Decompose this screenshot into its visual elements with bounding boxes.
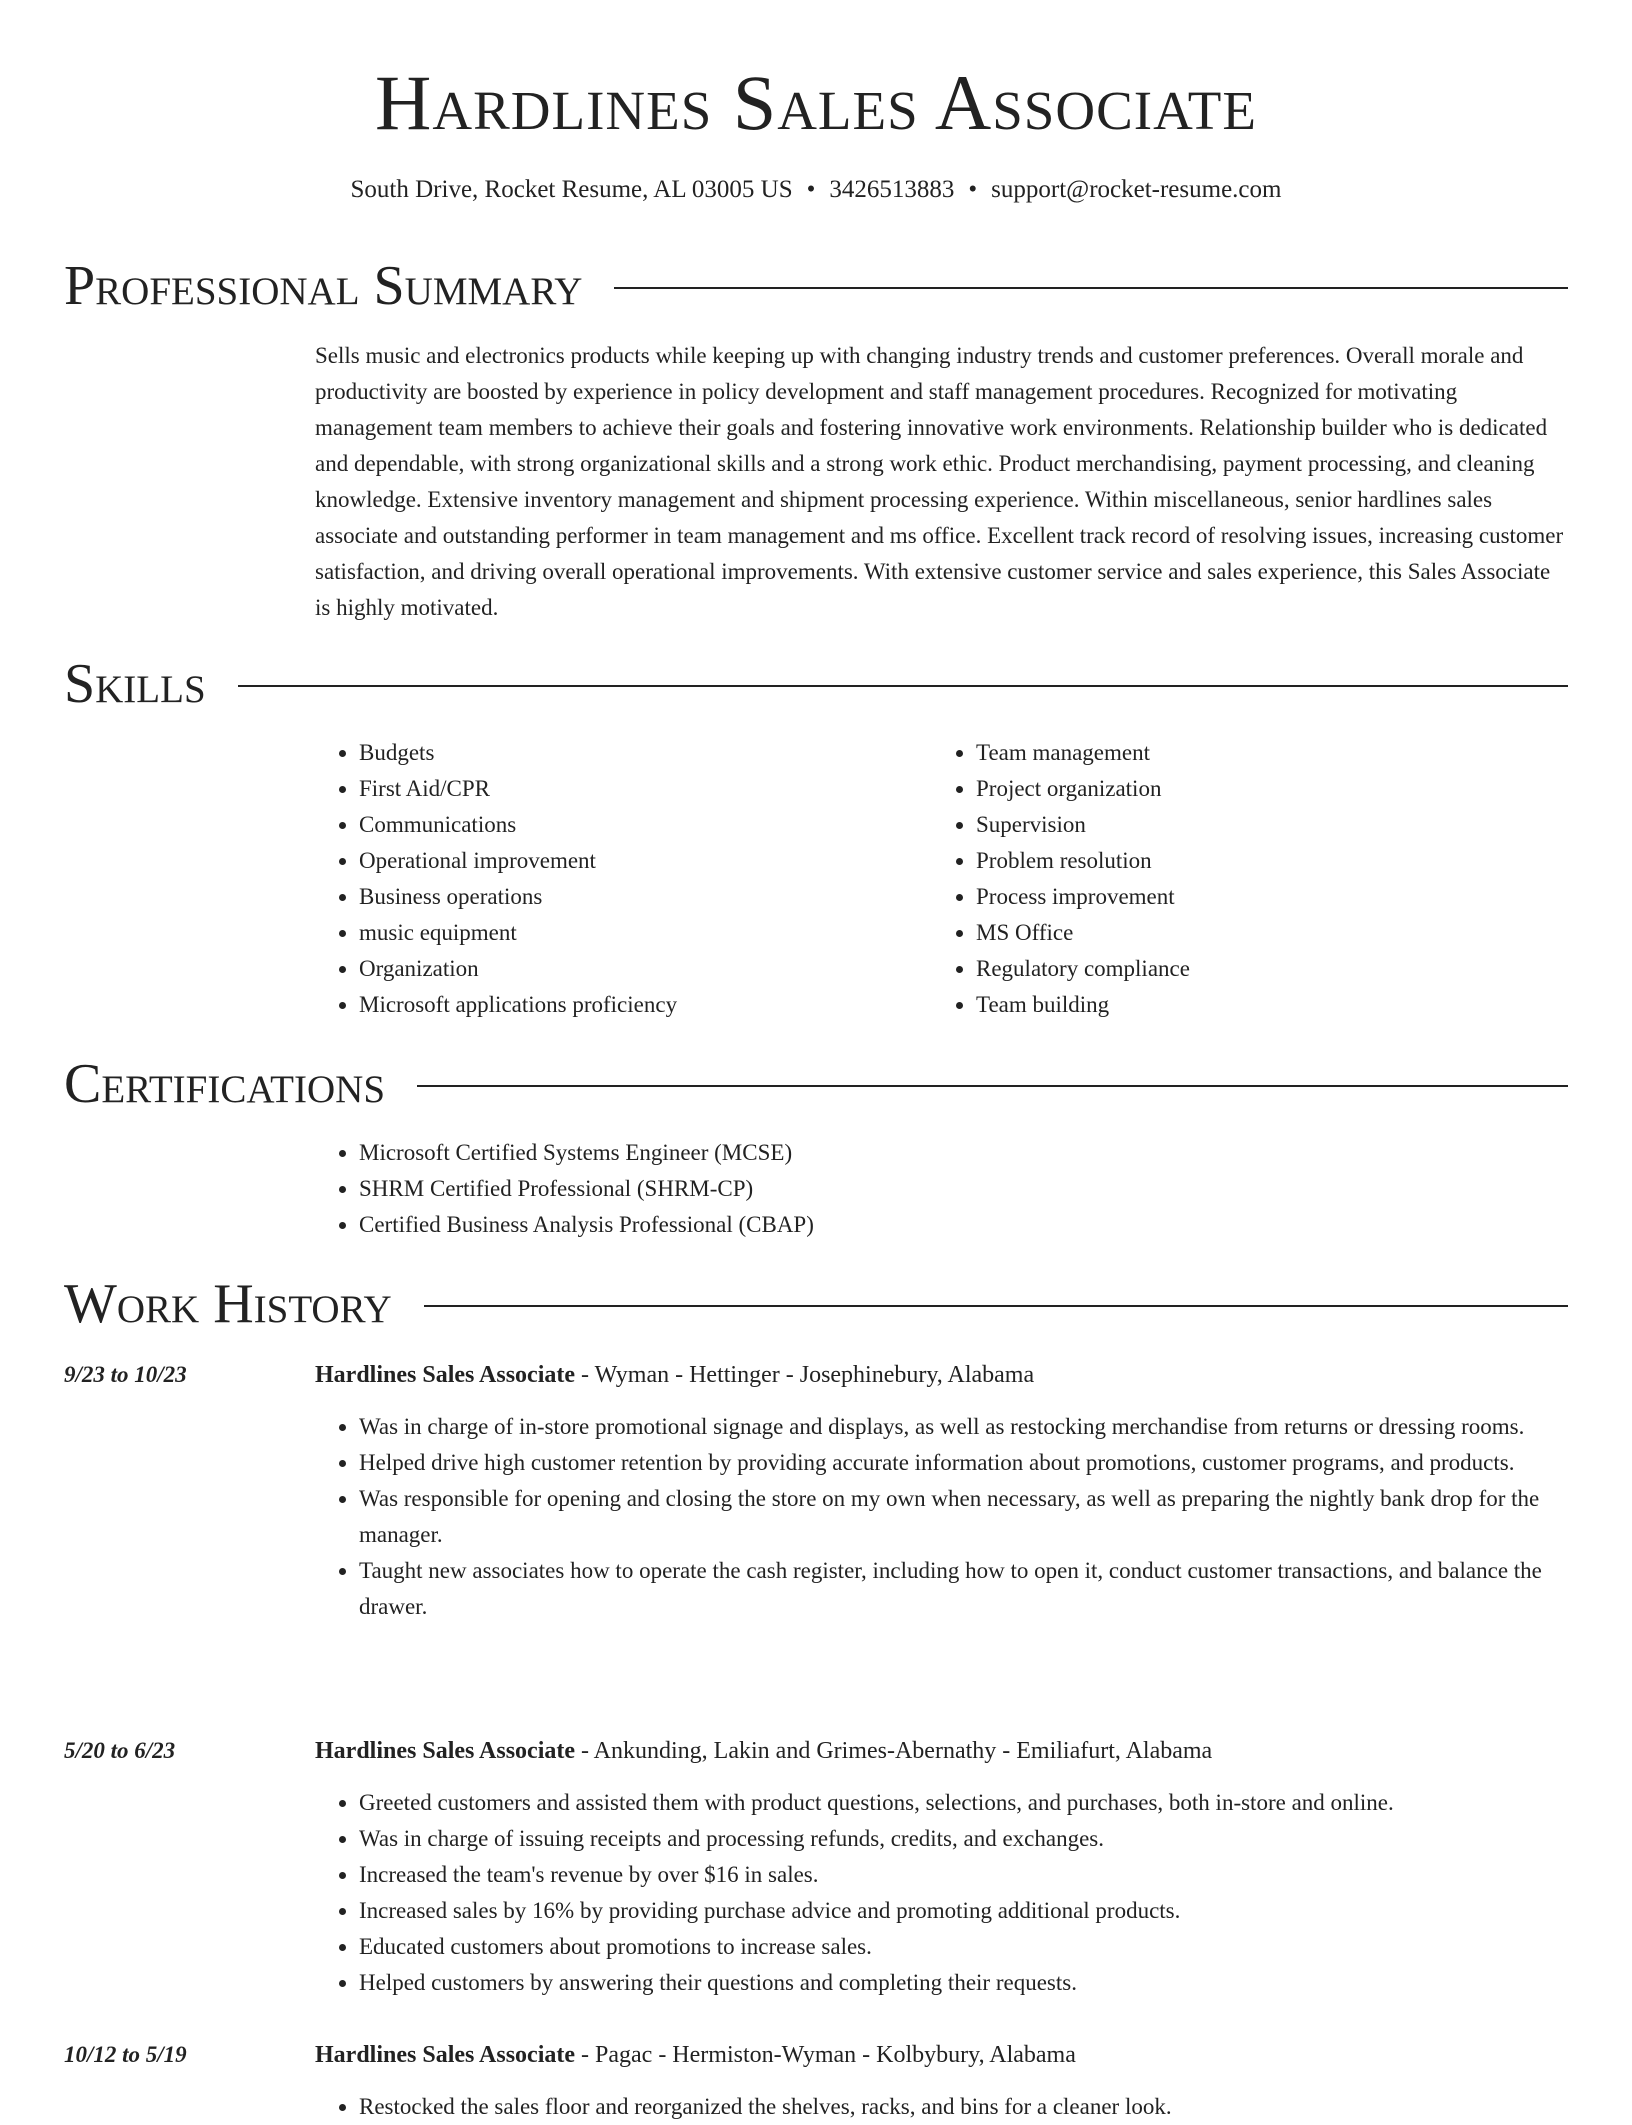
section-divider	[424, 1305, 1568, 1307]
skill-item: • music equipment	[359, 915, 875, 951]
skills-list	[932, 735, 1492, 1023]
skills-column-left	[315, 735, 875, 1023]
skill-item: • Communications	[359, 807, 875, 843]
summary-section-header	[64, 254, 1568, 318]
certification-item: • SHRM Certified Professional (SHRM-CP)	[359, 1171, 1515, 1207]
section-title: Skills	[64, 653, 206, 715]
job-bullets	[315, 1409, 1568, 1625]
skill-item: • Organization	[359, 951, 875, 987]
job-bullet: • Was responsible for opening and closing the store on my own when necessary, as well as preparing the nightly bank drop for the manager.	[359, 1481, 1568, 1553]
section-divider	[238, 685, 1568, 687]
certifications-list	[315, 1135, 1515, 1243]
job-dates: 5/20 to 6/23	[64, 1738, 176, 1763]
resume-name: Hardlines Sales Associate	[375, 59, 1257, 146]
skill-item: • First Aid/CPR	[359, 771, 875, 807]
skill-item: • Problem resolution	[976, 843, 1492, 879]
job-bullet-list	[315, 1785, 1568, 2001]
skill-item: • Project organization	[976, 771, 1492, 807]
section-title: Professional Summary	[64, 255, 583, 317]
job-heading	[315, 1357, 1568, 1393]
job-bullet: • Restocked the sales floor and reorganized the shelves, racks, and bins for a cleaner look.	[359, 2089, 1568, 2125]
work-section-header	[64, 1272, 1568, 1336]
job-bullet: • Was in charge of in-store promotional signage and displays, as well as restocking merchandise from returns or dressing rooms.	[359, 1409, 1568, 1445]
contact-separator: •	[968, 176, 978, 203]
skill-item: • Regulatory compliance	[976, 951, 1492, 987]
job-employer: - Ankunding, Lakin and Grimes-Abernathy - Emiliafurt, Alabama	[575, 1738, 1213, 1764]
section-divider	[417, 1085, 1568, 1087]
job-bullet: • Educated customers about promotions to increase sales.	[359, 1929, 1568, 1965]
contact-line	[0, 174, 1632, 206]
skill-item: • Team building	[976, 987, 1492, 1023]
section-title: Work History	[64, 1273, 392, 1335]
skill-item: • Business operations	[359, 879, 875, 915]
job-title: Hardlines Sales Associate	[315, 1738, 576, 1764]
skill-item: • Supervision	[976, 807, 1492, 843]
job-bullets	[315, 1785, 1568, 2001]
summary-text: Sells music and electronics products while keeping up with changing industry trends and customer preferences. Overall morale and productivity are boosted by experience in policy development and staff management procedures. Recognized for motivating management team members to achieve their goals and fostering innovative work environments. Relationship builder who is dedicated and dependable, with strong organizational skills and a strong work ethic. Product merchandising, payment processing, and cleaning knowledge. Extensive inventory management and shipment processing experience. Within miscellaneous, senior hardlines sales associate and outstanding performer in team management and ms office. Excellent track record of resolving issues, increasing customer satisfaction, and driving overall operational improvements. With extensive customer service and sales experience, this Sales Associate is highly motivated.	[315, 343, 1564, 620]
skills-section-header	[64, 652, 1568, 716]
job-bullet: • Helped drive high customer retention by providing accurate information about promotions, customer programs, and products.	[359, 1445, 1568, 1481]
skill-item: • Operational improvement	[359, 843, 875, 879]
job-bullet: • Helped customers by answering their questions and completing their requests.	[359, 1965, 1568, 2001]
contact-separator: •	[806, 176, 816, 203]
skills-list	[315, 735, 875, 1023]
job-bullet: • Increased the team's revenue by over $16 in sales.	[359, 1857, 1568, 1893]
skill-item: • MS Office	[976, 915, 1492, 951]
skills-column-right	[932, 735, 1492, 1023]
job-bullet: • Increased sales by 16% by providing purchase advice and promoting additional products.	[359, 1893, 1568, 1929]
job-bullet: • Greeted customers and assisted them with product questions, selections, and purchases, both in-store and online.	[359, 1785, 1568, 1821]
job-title: Hardlines Sales Associate	[315, 1362, 576, 1388]
job-bullet-list	[315, 1409, 1568, 1625]
skill-item: • Microsoft applications proficiency	[359, 987, 875, 1023]
skill-item: • Team management	[976, 735, 1492, 771]
job-bullet: • Was in charge of issuing receipts and processing refunds, credits, and exchanges.	[359, 1821, 1568, 1857]
certification-item: • Microsoft Certified Systems Engineer (MCSE)	[359, 1135, 1515, 1171]
section-title: Certifications	[64, 1053, 386, 1115]
certifications-items	[315, 1135, 1515, 1243]
job-heading	[315, 2037, 1568, 2073]
job-title: Hardlines Sales Associate	[315, 2042, 576, 2068]
job-bullet-list	[315, 2089, 1568, 2125]
section-divider	[614, 287, 1568, 289]
job-heading	[315, 1733, 1568, 1769]
job-bullets	[315, 2089, 1568, 2125]
job-bullet: • Taught new associates how to operate the cash register, including how to open it, conduct customer transactions, and balance the drawer.	[359, 1553, 1568, 1625]
contact-phone: 3426513883	[829, 176, 955, 203]
skill-item: • Process improvement	[976, 879, 1492, 915]
certification-item: • Certified Business Analysis Professional (CBAP)	[359, 1207, 1515, 1243]
job-employer: - Wyman - Hettinger - Josephinebury, Alabama	[575, 1362, 1035, 1388]
skill-item: • Budgets	[359, 735, 875, 771]
certifications-section-header	[64, 1052, 1568, 1116]
job-employer: - Pagac - Hermiston-Wyman - Kolbybury, Alabama	[575, 2042, 1076, 2068]
job-dates: 10/12 to 5/19	[64, 2042, 187, 2067]
job-dates: 9/23 to 10/23	[64, 1362, 187, 1387]
contact-address: South Drive, Rocket Resume, AL 03005 US	[350, 176, 793, 203]
contact-email: support@rocket-resume.com	[991, 176, 1282, 203]
